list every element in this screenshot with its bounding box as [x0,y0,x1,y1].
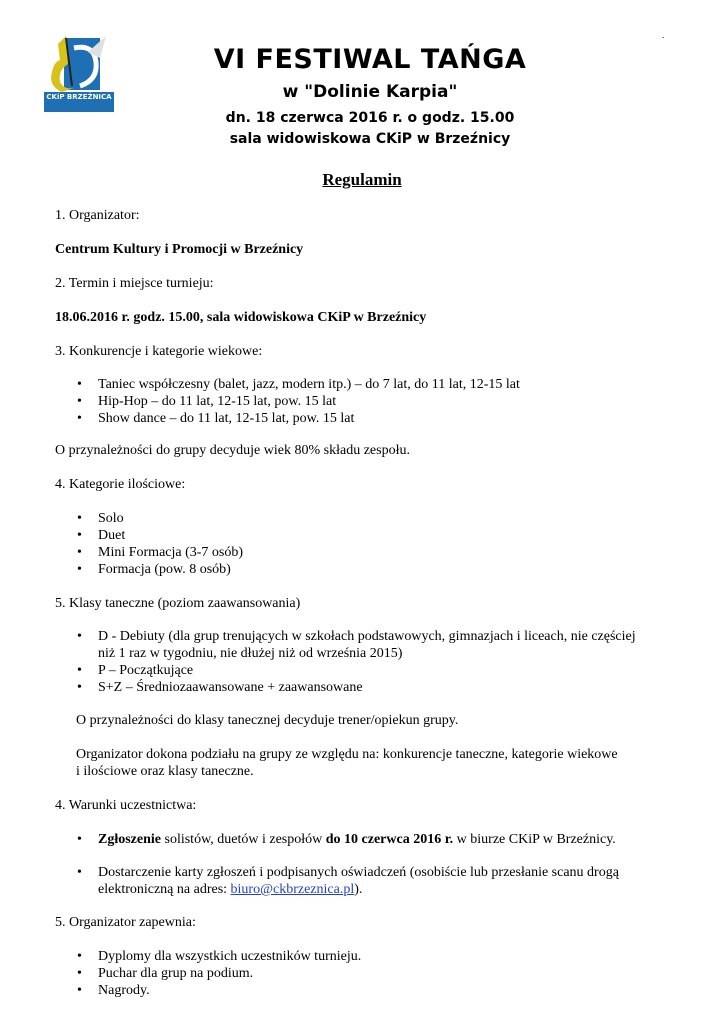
text: solistów, duetów i zespołów [161,832,326,847]
logo-badge: CKiP BRZEŹNICA [44,92,114,112]
list-item: • Solo [55,510,695,527]
section-3-list [55,376,695,427]
festival-place: sala widowiskowa CKiP w Brzeźnicy [229,131,511,147]
section-1-label: 1. Organizator: [55,208,140,223]
corner-dot: . [662,30,665,40]
list-item: • S+Z – Średniozaawansowane + zaawansowane [55,679,695,696]
festival-subtitle: w "Dolinie Karpia" [282,82,458,102]
section-3-label: 3. Konkurencje i kategorie wiekowe: [55,344,263,359]
list-item-line: Dostarczenie karty zgłoszeń i podpisanych oświadczeń (osobiście lub przesłanie scanu drogą [98,865,619,880]
list-item [55,831,695,848]
bold-text: do 10 czerwca 2016 r. [325,832,454,847]
list-item: • Duet [55,527,695,544]
text: ). [354,882,363,897]
section-1-value: Centrum Kultury i Promocji w Brzeźnicy [55,242,304,257]
list-item: • Mini Formacja (3-7 osób) [55,544,695,561]
section-3-note: O przynależności do grupy decyduje wiek 80% składu zespołu. [55,443,410,458]
list-item [55,864,695,898]
ckip-logo [44,34,114,110]
bold-text: Zgłoszenie [98,832,161,847]
list-item: • Show dance – do 11 lat, 12-15 lat, pow. 15 lat [55,410,695,427]
section-4-list [55,510,695,578]
list-item [55,628,695,662]
list-item-line: niż 1 raz w tygodniu, nie dłużej niż od września 2015) [98,646,403,661]
section-7-list [55,948,695,999]
list-item: • P – Początkujące [55,662,695,679]
section-5-label: 5. Klasy taneczne (poziom zaawansowania) [55,596,301,611]
list-item: • Nagrody. [55,982,695,999]
section-6-list [55,831,695,898]
section-2-label: 2. Termin i miejsce turnieju: [55,276,214,291]
list-item: • Puchar dla grup na podium. [55,965,695,982]
section-2-value: 18.06.2016 r. godz. 15.00, sala widowiskowa CKiP w Brzeźnicy [55,310,427,325]
list-item-line: D - Debiuty (dla grup trenujących w szkołach podstawowych, gimnazjach i liceach, nie częściej [98,629,636,644]
violin-logo-icon [44,34,114,94]
note-line: Organizator dokona podziału na grupy ze względu na: konkurencje taneczne, kategorie wiekowe [76,747,618,762]
email-link[interactable]: biuro@ckbrzeznica.pl [230,882,355,897]
list-item: • Formacja (pow. 8 osób) [55,561,695,578]
festival-date: dn. 18 czerwca 2016 r. o godz. 15.00 [225,110,515,126]
list-item: • Dyplomy dla wszystkich uczestników turnieju. [55,948,695,965]
text: elektroniczną na adres: [98,882,231,897]
list-item: • Taniec współczesny (balet, jazz, modern itp.) – do 7 lat, do 11 lat, 12-15 lat [55,376,695,393]
text: w biurze CKiP w Brzeźnicy. [453,832,616,847]
section-4-label: 4. Kategorie ilościowe: [55,477,186,492]
section-5-note-2 [76,746,676,780]
section-5-list [55,628,695,696]
list-item: • Hip-Hop – do 11 lat, 12-15 lat, pow. 15 lat [55,393,695,410]
section-6-label: 4. Warunki uczestnictwa: [55,798,197,813]
section-7-label: 5. Organizator zapewnia: [55,915,196,930]
section-5-note-1: O przynależności do klasy tanecznej decyduje trener/opiekun grupy. [76,713,459,728]
document-heading: Regulamin [322,170,402,189]
festival-title: VI FESTIWAL TAŃGA [213,44,527,75]
note-line: i ilościowe oraz klasy taneczne. [76,764,254,779]
